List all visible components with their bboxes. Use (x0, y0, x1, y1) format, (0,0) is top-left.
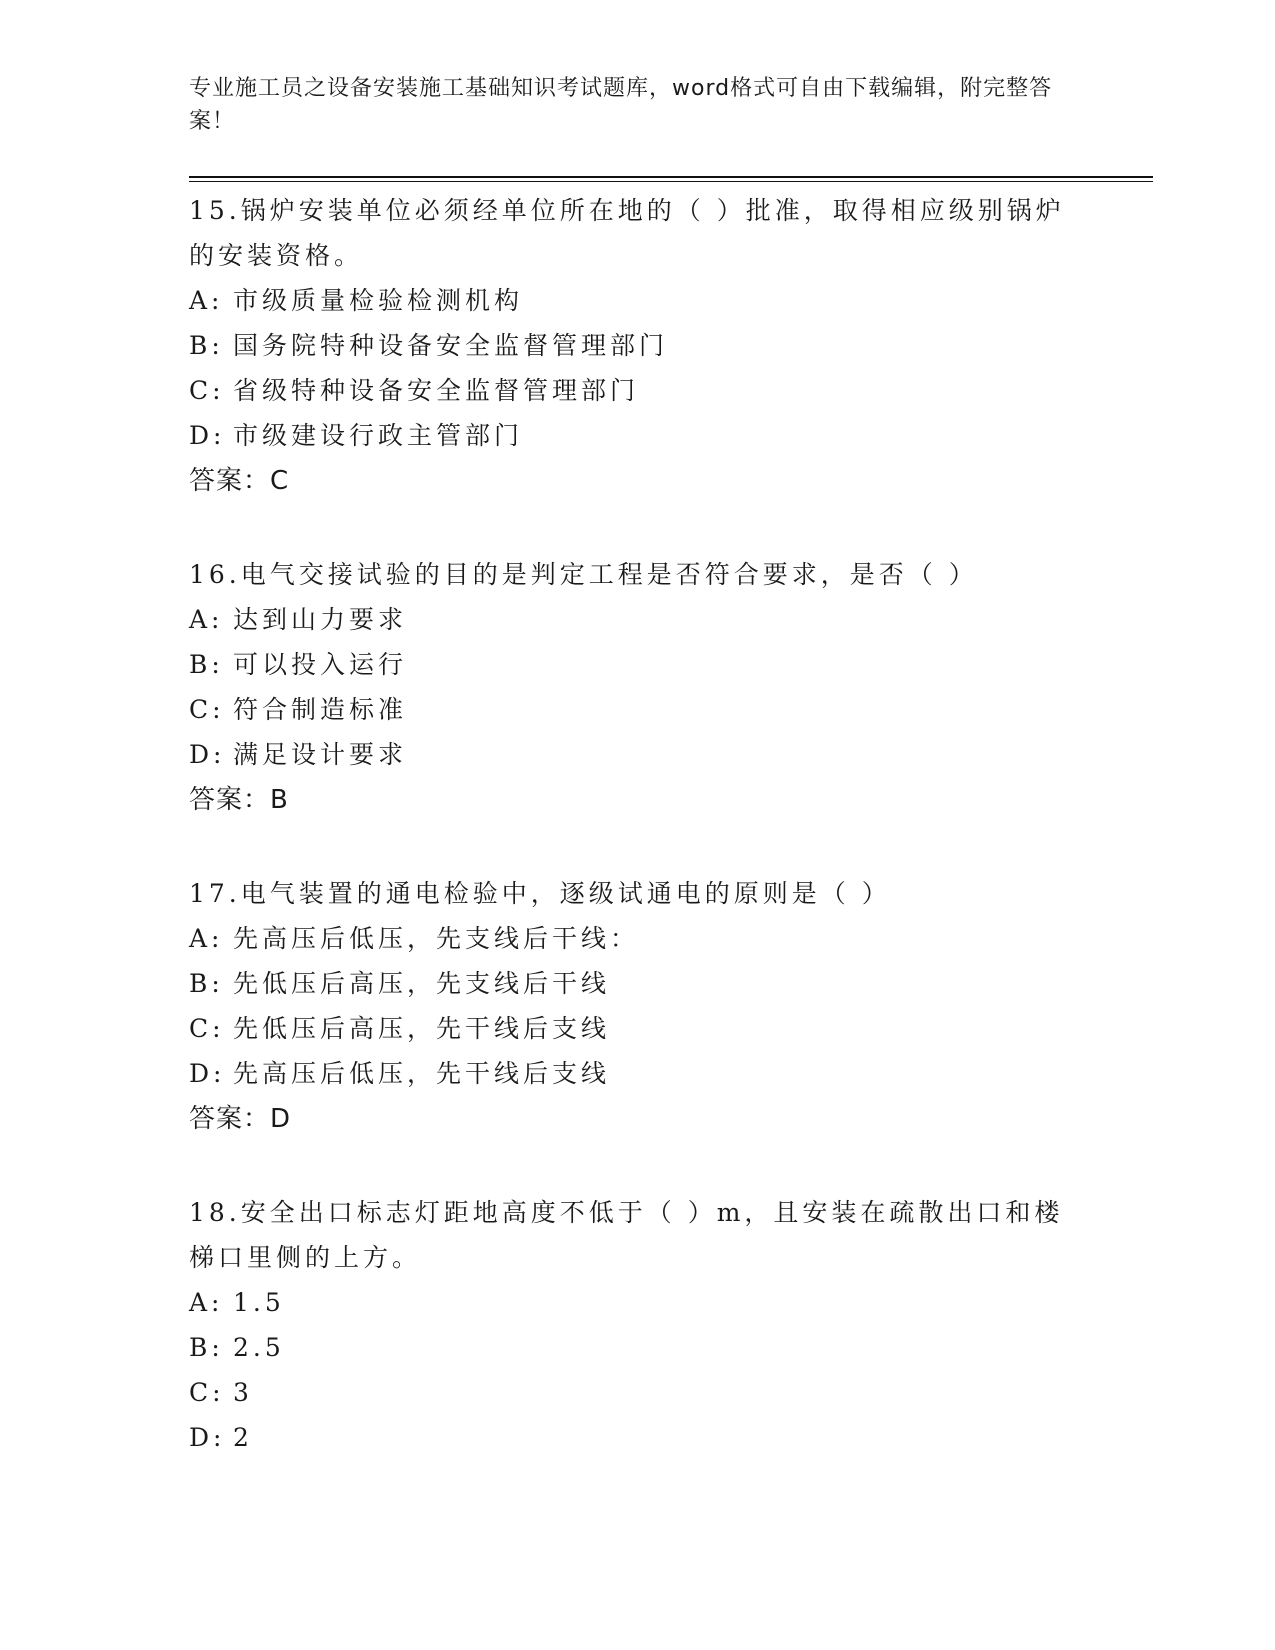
option-text: 符合制造标准 (233, 695, 408, 724)
document-header: 专业施工员之设备安装施工基础知识考试题库，word格式可自由下载编辑，附完整答案！ (189, 76, 1053, 134)
option-text: 先低压后高压，先干线后支线 (233, 1014, 611, 1043)
option-text: 省级特种设备安全监督管理部门 (233, 376, 640, 405)
option-a (189, 597, 1089, 642)
option-letter: C: (189, 1014, 225, 1043)
option-d (189, 413, 1089, 458)
option-letter: D: (189, 421, 226, 450)
option-text: 先高压后低压，先支线后干线： (233, 924, 640, 953)
option-text: 1.5 (233, 1288, 285, 1317)
question-stem: 16.电气交接试验的目的是判定工程是否符合要求，是否（ ） (189, 560, 978, 589)
option-letter: B: (189, 650, 224, 679)
option-text: 2 (233, 1423, 253, 1452)
option-a (189, 278, 1089, 323)
option-a (189, 1280, 1089, 1325)
option-letter: D: (189, 1423, 226, 1452)
answer-line: 答案：D (189, 1104, 292, 1134)
option-letter: B: (189, 1333, 224, 1362)
option-letter: A: (189, 1288, 224, 1317)
option-text: 先高压后低压，先干线后支线 (233, 1059, 611, 1088)
question-stem: 15.锅炉安装单位必须经单位所在地的（ ）批准，取得相应级别锅炉的安装资格。 (189, 196, 1065, 270)
option-letter: D: (189, 1059, 226, 1088)
option-text: 国务院特种设备安全监督管理部门 (233, 331, 669, 360)
option-d (189, 1051, 1089, 1096)
option-b (189, 961, 1089, 1006)
question-stem: 18.安全出口标志灯距地高度不低于（ ）m，且安装在疏散出口和楼梯口里侧的上方。 (189, 1198, 1064, 1272)
option-c (189, 1006, 1089, 1051)
option-b (189, 323, 1089, 368)
option-c (189, 1370, 1089, 1415)
option-text: 达到山力要求 (233, 605, 408, 634)
option-letter: A: (189, 286, 224, 315)
question-list (189, 188, 1089, 1507)
option-b (189, 642, 1089, 687)
option-text: 满足设计要求 (233, 740, 408, 769)
option-text: 市级质量检验检测机构 (233, 286, 524, 315)
header-divider (189, 176, 1153, 182)
question-17 (189, 871, 1089, 1143)
question-15 (189, 188, 1089, 505)
option-letter: C: (189, 376, 225, 405)
option-text: 2.5 (233, 1333, 285, 1362)
question-stem: 17.电气装置的通电检验中，逐级试通电的原则是（ ） (189, 879, 891, 908)
option-a (189, 916, 1089, 961)
option-b (189, 1325, 1089, 1370)
option-c (189, 687, 1089, 732)
option-c (189, 368, 1089, 413)
option-letter: A: (189, 924, 224, 953)
answer-line: 答案：B (189, 785, 289, 815)
option-letter: B: (189, 331, 224, 360)
option-letter: A: (189, 605, 224, 634)
option-d (189, 732, 1089, 777)
answer-line: 答案：C (189, 466, 290, 496)
option-letter: C: (189, 1378, 225, 1407)
question-16 (189, 552, 1089, 824)
option-text: 市级建设行政主管部门 (233, 421, 524, 450)
option-d (189, 1415, 1089, 1460)
option-text: 可以投入运行 (233, 650, 408, 679)
question-18 (189, 1190, 1089, 1460)
option-text: 先低压后高压，先支线后干线 (233, 969, 611, 998)
option-letter: B: (189, 969, 224, 998)
option-text: 3 (233, 1378, 253, 1407)
option-letter: D: (189, 740, 226, 769)
option-letter: C: (189, 695, 225, 724)
